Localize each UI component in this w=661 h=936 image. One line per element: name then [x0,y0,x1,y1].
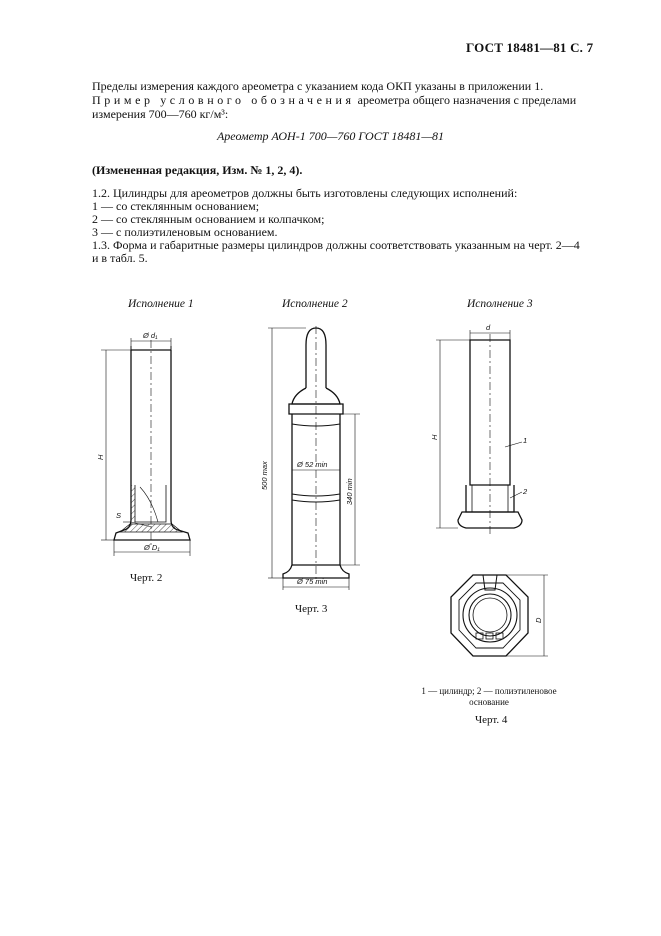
drawing-variant-3-side [436,330,522,534]
list-item-2: 2 — со стеклянным основанием и колпачком; [92,212,325,226]
label-d75: Ø 75 min [297,577,328,586]
example-line2: измерения 700—760 кг/м³: [92,107,229,121]
example-rest: ареометра общего назначения с пределами [357,93,577,107]
label-num-2: 2 [523,487,528,496]
caption-fig3: Черт. 3 [295,603,328,615]
paragraph-measurement-limits: Пределы измерения каждого ареометра с указанием кода ОКП указаны в приложении 1. [92,79,544,93]
drawing-variant-3-top [451,575,548,656]
clause-1-3-cont: и в табл. 5. [92,251,148,265]
label-S: S [116,511,122,520]
drawing-variant-1 [101,338,190,556]
label-H-v3: H [430,434,439,440]
label-500max: 500 max [260,461,269,490]
label-d52: Ø 52 min [297,460,328,469]
drawing-variant-2 [268,326,360,590]
caption-fig2: Черт. 2 [130,572,163,584]
label-d-v3: d [486,323,491,332]
caption-fig4: Черт. 4 [475,714,508,726]
page-header: ГОСТ 18481—81 С. 7 [466,40,594,55]
fig-v3-title: Исполнение 3 [467,298,533,310]
list-item-1: 1 — со стеклянным основанием; [92,199,260,213]
fig-v1-title: Исполнение 1 [128,298,194,310]
label-H-v1: H [96,454,105,460]
designation-example: Ареометр АОН-1 700—760 ГОСТ 18481—81 [216,129,445,143]
label-num-1: 1 [523,436,528,445]
legend-line2: основание [469,697,509,707]
example-lead: Пример условного обозначения [92,93,355,107]
label-340min: 340 min [345,478,354,505]
legend-fig4 [414,686,564,708]
amendment-note: (Измененная редакция, Изм. № 1, 2, 4). [92,163,303,177]
fig-v2-title: Исполнение 2 [282,298,348,310]
clause-1-3: 1.3. Форма и габаритные размеры цилиндров должны соответствовать указанным на черт. 2—4 [92,238,580,252]
label-D-v3: D [534,617,543,623]
legend-line1: 1 — цилиндр; 2 — полиэтиленовое [421,686,557,696]
label-d1: Ø d₁ [143,331,158,340]
clause-1-2: 1.2. Цилиндры для ареометров должны быть изготовлены следующих исполнений: [92,186,518,200]
list-item-3: 3 — с полиэтиленовым основанием. [92,225,278,239]
label-D1: Ø D₁ [144,543,160,552]
